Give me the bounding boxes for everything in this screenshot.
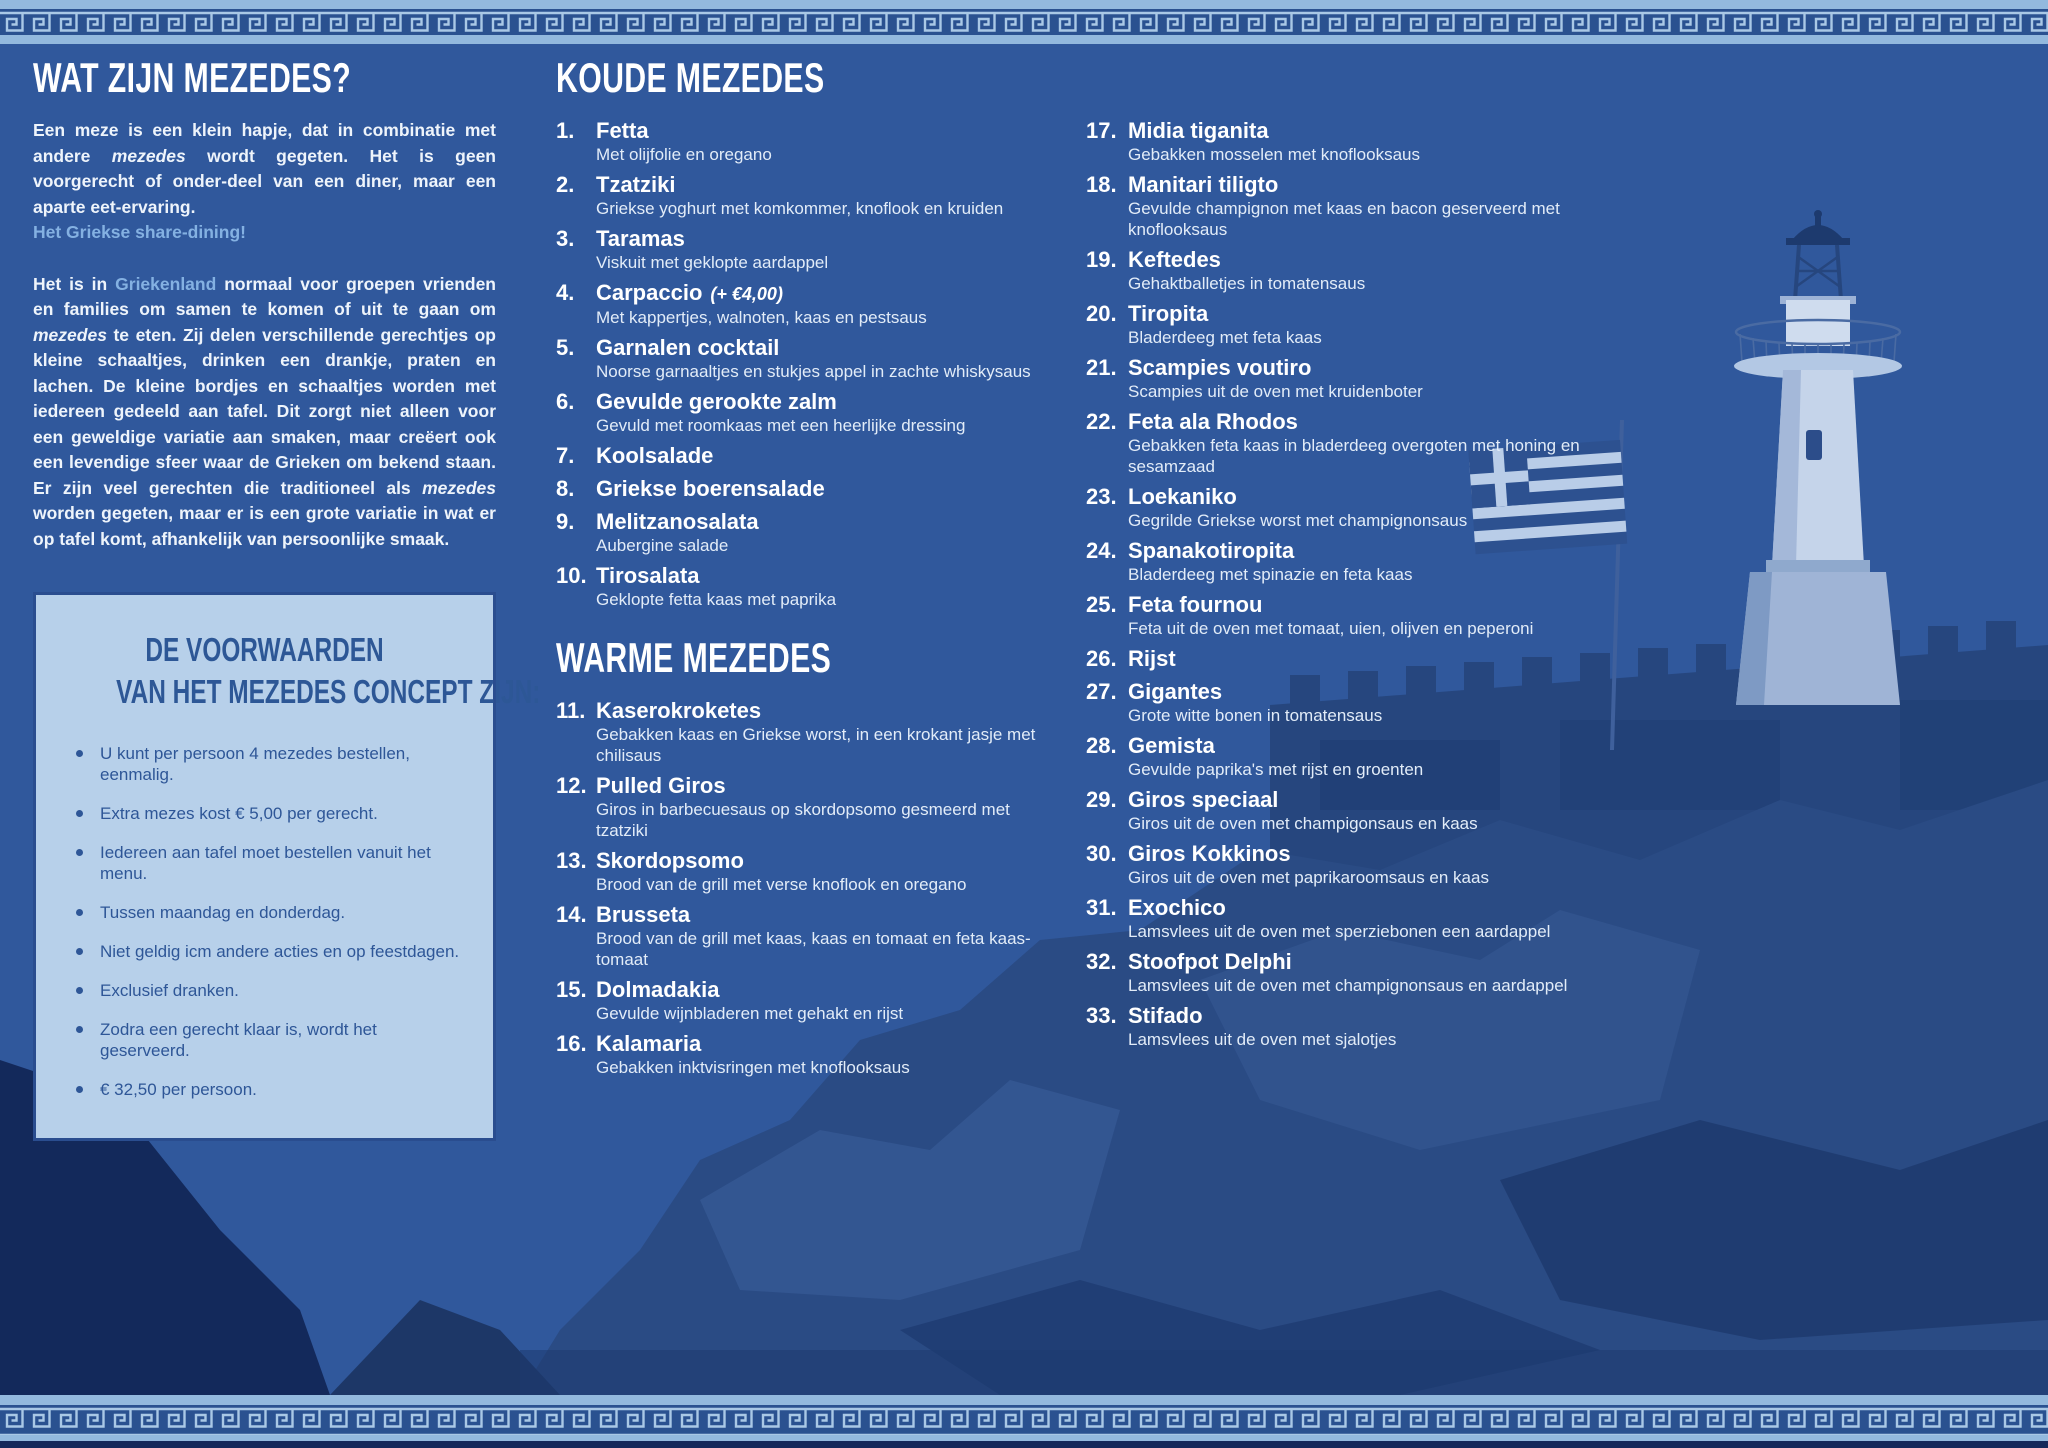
menu-item [1086,1003,1626,1050]
footer-navy-strip [0,1441,2048,1448]
menu-item-description: Noorse garnaaltjes en stukjes appel in zachte whiskysaus [596,362,1031,381]
menu-item-name [596,118,1061,144]
menu-item-description: Met olijfolie en oregano [596,145,772,164]
menu-item-description: Gebakken mosselen met knoflooksaus [1128,145,1420,164]
menu-item-text [596,563,1061,610]
menu-item-name-text: Pulled Giros [596,773,726,798]
menu-item [1086,787,1626,834]
menu-item-name-text: Loekaniko [1128,484,1237,509]
menu-item-description: Giros uit de oven met champigonsaus en kaas [1128,814,1478,833]
condition-text: Extra mezes kost € 5,00 per gerecht. [100,804,378,823]
menu-item-name [596,563,1061,589]
menu-item [556,172,1061,219]
bullet-dot [76,750,83,757]
menu-item-name-text: Koolsalade [596,443,714,468]
bullet-dot [76,810,83,817]
menu-item-text [1128,172,1598,240]
menu-item-text [1128,895,1598,942]
menu-item-name-text: Stoofpot Delphi [1128,949,1292,974]
menu-item [1086,484,1626,531]
menu-item-text [596,476,1061,502]
menu-item-description: Bladerdeeg met feta kaas [1128,328,1322,347]
menu-item-description: Lamsvlees uit de oven met sperziebonen een aardappel [1128,922,1551,941]
menu-item-number: 4. [556,280,575,305]
intro-text: Een meze is een klein hapje, dat in combinatie met andere [33,120,496,166]
menu-item-name-text: Scampies voutiro [1128,355,1312,380]
condition-text: Niet geldig icm andere acties en op feestdagen. [100,942,460,961]
menu-item-name-text: Kaserokroketes [596,698,762,723]
menu-item-text [1128,355,1598,402]
menu-item [1086,172,1626,240]
menu-item-description: Gevuld met roomkaas met een heerlijke dressing [596,416,966,435]
menu-item-name [1128,592,1598,618]
menu-item-text [596,118,1061,165]
menu-item-name [596,1031,1061,1057]
menu-item-number: 17. [1086,118,1117,143]
right-column [1086,118,1626,1057]
menu-item [556,226,1061,273]
intro-text: te eten. Zij delen verschillende gerechtjes op kleine schaaltjes, drinken een drankje, praten en lachen. De kleine bordjes en schaaltjes worden met iedereen gedeeld aan tafel. Dit zorgt niet alleen voor een geweldige variatie aan smaken, maar creëert ook een levendige sfeer waar de Grieken om bekend staan. Er zijn veel gerechten die traditioneel als [33,324,496,498]
menu-item-name-text: Fetta [596,118,649,143]
intro-paragraph-2 [33,272,496,553]
menu-item-name [1128,1003,1598,1029]
menu-item-name-text: Dolmadakia [596,977,720,1002]
menu-item-text [1128,1003,1598,1050]
menu-item [1086,538,1626,585]
menu-item-number: 21. [1086,355,1117,380]
warme-items-right [1086,118,1626,1050]
condition-item [76,1019,465,1061]
intro-paragraph-1 [33,118,496,246]
menu-item-name-text: Spanakotiropita [1128,538,1295,563]
condition-text: Iedereen aan tafel moet bestellen vanuit het menu. [100,843,431,883]
bullet-dot [76,948,83,955]
menu-item-description: Gebakken inktvisringen met knoflooksaus [596,1058,910,1077]
menu-item-name [1128,247,1598,273]
menu-item-name-text: Keftedes [1128,247,1221,272]
menu-item-name [1128,118,1598,144]
menu-item-number: 14. [556,902,587,927]
menu-item-name [596,902,1061,928]
menu-item-description: Gevulde champignon met kaas en bacon geserveerd met knoflooksaus [1128,199,1560,239]
menu-item-number: 27. [1086,679,1117,704]
menu-item-name-text: Giros speciaal [1128,787,1279,812]
warme-items-left [556,698,1061,1078]
menu-item-description: Giros uit de oven met paprikaroomsaus en kaas [1128,868,1489,887]
bullet-dot [76,1026,83,1033]
menu-item-name [1128,949,1598,975]
menu-item-number: 10. [556,563,587,588]
menu-item-name-text: Tirosalata [596,563,700,588]
menu-item [1086,118,1626,165]
menu-item-text [596,509,1061,556]
bullet-dot [76,987,83,994]
menu-item-text [1128,538,1598,585]
condition-item [76,1079,465,1100]
menu-item-name-text: Melitzanosalata [596,509,759,534]
menu-item [556,902,1061,970]
menu-item-name-text: Griekse boerensalade [596,476,825,501]
menu-item-text [596,226,1061,273]
menu-item [1086,301,1626,348]
condition-item [76,743,465,785]
menu-item-number: 28. [1086,733,1117,758]
menu-item [556,280,1061,328]
menu-item-description: Gehaktballetjes in tomatensaus [1128,274,1366,293]
menu-item [556,443,1061,469]
menu-item [1086,247,1626,294]
menu-item-number: 9. [556,509,575,534]
menu-item-text [596,443,1061,469]
menu-item-text [1128,841,1598,888]
condition-item [76,803,465,824]
menu-item [556,848,1061,895]
menu-item-text [1128,118,1598,165]
menu-item-text [1128,247,1598,294]
menu-item-name-text: Skordopsomo [596,848,744,873]
koude-items [556,118,1061,610]
menu-item [556,1031,1061,1078]
menu-item-number: 6. [556,389,575,414]
menu-item-name [1128,787,1598,813]
menu-item-description: Gebakken feta kaas in bladerdeeg overgoten met honing en sesamzaad [1128,436,1580,476]
menu-item-price-note: (+ €4,00) [710,284,783,304]
menu-item [556,335,1061,382]
menu-item-name-text: Midia tiganita [1128,118,1269,143]
menu-item-name [1128,679,1598,705]
menu-item-text [1128,787,1598,834]
intro-text-italic: mezedes [111,145,186,166]
condition-text: € 32,50 per persoon. [100,1080,257,1099]
menu-item [1086,895,1626,942]
bullet-dot [76,849,83,856]
menu-item-text [1128,301,1598,348]
menu-item-text [596,280,1061,328]
menu-item-text [596,698,1061,766]
menu-item-text [1128,592,1598,639]
menu-item-number: 22. [1086,409,1117,434]
menu-item-name [1128,895,1598,921]
menu-item [556,118,1061,165]
conditions-title [64,629,541,713]
menu-item [1086,409,1626,477]
menu-item-name [1128,841,1598,867]
menu-item-name [596,226,1061,252]
menu-item-description: Gevulde wijnbladeren met gehakt en rijst [596,1004,904,1023]
menu-item-text [1128,409,1598,477]
menu-item [1086,949,1626,996]
menu-item-number: 11. [556,698,586,723]
menu-item-name-text: Giros Kokkinos [1128,841,1291,866]
menu-item-description: Gebakken kaas en Griekse worst, in een krokant jasje met chilisaus [596,725,1036,765]
menu-item-name [596,443,1061,469]
conditions-title-line2: VAN HET MEZEDES CONCEPT ZIJN: [116,673,541,710]
menu-item-name [596,698,1061,724]
menu-item-number: 12. [556,773,587,798]
menu-item-number: 3. [556,226,575,251]
menu-item-number: 1. [556,118,575,143]
menu-item-number: 20. [1086,301,1117,326]
menu-item-name [596,509,1061,535]
menu-item-text [1128,484,1598,531]
greek-key-pattern [0,9,2048,35]
menu-item-name-text: Garnalen cocktail [596,335,780,360]
menu-item-description: Bladerdeeg met spinazie en feta kaas [1128,565,1413,584]
menu-item [1086,355,1626,402]
menu-item-text [596,902,1061,970]
menu-item-name-text: Gigantes [1128,679,1223,704]
condition-text: Exclusief dranken. [100,981,239,1000]
menu-item-description: Grote witte bonen in tomatensaus [1128,706,1383,725]
menu-item [556,389,1061,436]
menu-item-name [1128,484,1598,510]
section-heading-koude: KOUDE MEZEDES [556,54,825,101]
menu-item-number: 30. [1086,841,1117,866]
menu-item-description: Aubergine salade [596,536,729,555]
condition-item [76,941,465,962]
menu-item-name-text: Kalamaria [596,1031,702,1056]
menu-item-name-text: Gevulde gerookte zalm [596,389,837,414]
condition-item [76,842,465,884]
menu-item-name-text: Exochico [1128,895,1226,920]
menu-item-name [1128,733,1598,759]
menu-item-name-text: Rijst [1128,646,1176,671]
section-heading-warme: WARME MEZEDES [556,634,832,681]
menu-item [1086,733,1626,780]
menu-item-text [1128,733,1598,780]
conditions-list [64,743,465,1100]
menu-item-text [596,977,1061,1024]
menu-item-number: 32. [1086,949,1117,974]
menu-item-number: 25. [1086,592,1117,617]
menu-item-description: Geklopte fetta kaas met paprika [596,590,837,609]
menu-item [556,698,1061,766]
menu-item-name-text: Brusseta [596,902,691,927]
menu-item-name-text: Carpaccio [596,280,703,305]
menu-item-name-text: Feta ala Rhodos [1128,409,1298,434]
intro-text: worden gegeten, maar er is een grote variatie in wat er op tafel komt, afhankelijk van persoonlijke smaak. [33,503,496,549]
left-column [33,54,541,1141]
menu-item-text [1128,949,1598,996]
menu-item-description: Giros in barbecuesaus op skordopsomo gesmeerd met tzatziki [596,800,1010,840]
greek-key-border-bottom [0,1395,2048,1441]
menu-item-number: 26. [1086,646,1117,671]
menu-item-text [1128,646,1598,672]
bullet-dot [76,1086,83,1093]
menu-item-number: 7. [556,443,575,468]
menu-item-name-text: Tiropita [1128,301,1209,326]
conditions-box [33,592,541,1141]
menu-item-text [596,1031,1061,1078]
condition-text: U kunt per persoon 4 mezedes bestellen, eenmalig. [100,744,410,784]
menu-item-number: 15. [556,977,587,1002]
menu-item-description: Gegrilde Griekse worst met champignonsaus [1128,511,1468,530]
menu-item-name [596,335,1061,361]
menu-item-description: Griekse yoghurt met komkommer, knoflook en kruiden [596,199,1004,218]
menu-item-number: 24. [1086,538,1117,563]
menu-item-name [1128,301,1598,327]
menu-item-number: 31. [1086,895,1117,920]
menu-item-description: Met kappertjes, walnoten, kaas en pestsaus [596,308,927,327]
menu-item-name [596,280,1061,307]
menu-item-name [596,848,1061,874]
menu-item-name [1128,646,1598,672]
menu-item-description: Brood van de grill met kaas, kaas en tomaat en feta kaas-tomaat [596,929,1031,969]
menu-item-text [596,773,1061,841]
greek-key-pattern [0,1405,2048,1435]
intro-text: Het is in [33,273,116,294]
menu-item [556,977,1061,1024]
menu-item-number: 5. [556,335,575,360]
menu-item [1086,592,1626,639]
menu-item [556,563,1061,610]
menu-item [556,509,1061,556]
menu-item-name [596,172,1061,198]
menu-item-number: 23. [1086,484,1117,509]
menu-item-name [1128,409,1598,435]
menu-item [1086,841,1626,888]
menu-item-name [596,389,1061,415]
menu-item-text [596,848,1061,895]
middle-column [556,56,1061,1085]
menu-item-number: 8. [556,476,575,501]
menu-item [556,773,1061,841]
menu-item-name [596,977,1061,1003]
menu-item-description: Feta uit de oven met tomaat, uien, olijven en peperoni [1128,619,1534,638]
menu-item-description: Viskuit met geklopte aardappel [596,253,829,272]
menu-item-name [1128,355,1598,381]
condition-text: Zodra een gerecht klaar is, wordt het geserveerd. [100,1020,377,1060]
page-title: WAT ZIJN MEZEDES? [33,54,352,101]
menu-item-number: 19. [1086,247,1117,272]
menu-item-name-text: Gemista [1128,733,1215,758]
menu-item-description: Lamsvlees uit de oven met sjalotjes [1128,1030,1397,1049]
bullet-dot [76,909,83,916]
menu-item-name [596,476,1061,502]
intro-text: normaal voor groepen vrienden en families om samen te komen of uit te gaan om [33,273,496,319]
menu-item-description: Brood van de grill met verse knoflook en oregano [596,875,967,894]
menu-item-text [596,335,1061,382]
menu-item-description: Gevulde paprika's met rijst en groenten [1128,760,1424,779]
menu-item-number: 18. [1086,172,1117,197]
griekenland-highlight: Griekenland [115,273,217,294]
menu-item-number: 13. [556,848,587,873]
intro-text: wordt gegeten. Het is geen voorgerecht of onder-deel van een diner, maar een aparte eet-ervaring. [33,145,496,217]
menu-item-number: 29. [1086,787,1117,812]
greek-key-border-top [0,0,2048,44]
menu-item-name-text: Stifado [1128,1003,1203,1028]
menu-item-text [596,389,1061,436]
menu-item-name-text: Manitari tiligto [1128,172,1279,197]
intro-text-italic: mezedes [422,477,496,498]
menu-item-name-text: Feta fournou [1128,592,1263,617]
condition-text: Tussen maandag en donderdag. [100,903,346,922]
menu-item-text [1128,679,1598,726]
menu-item-description: Lamsvlees uit de oven met champignonsaus en aardappel [1128,976,1568,995]
menu-item [556,476,1061,502]
menu-item-name-text: Tzatziki [596,172,676,197]
share-dining-highlight: Het Griekse share-dining! [33,222,246,242]
menu-item-name-text: Taramas [596,226,685,251]
menu-item-name [1128,172,1598,198]
menu-item-number: 33. [1086,1003,1117,1028]
menu-item [1086,646,1626,672]
condition-item [76,902,465,923]
menu-item-number: 16. [556,1031,587,1056]
conditions-title-line1: DE VOORWAARDEN [145,631,384,668]
menu-item-text [596,172,1061,219]
menu-item-name [1128,538,1598,564]
intro-text-italic: mezedes [33,324,107,345]
condition-item [76,980,465,1001]
menu-item-number: 2. [556,172,575,197]
menu-item [1086,679,1626,726]
menu-item-description: Scampies uit de oven met kruidenboter [1128,382,1423,401]
menu-item-name [596,773,1061,799]
